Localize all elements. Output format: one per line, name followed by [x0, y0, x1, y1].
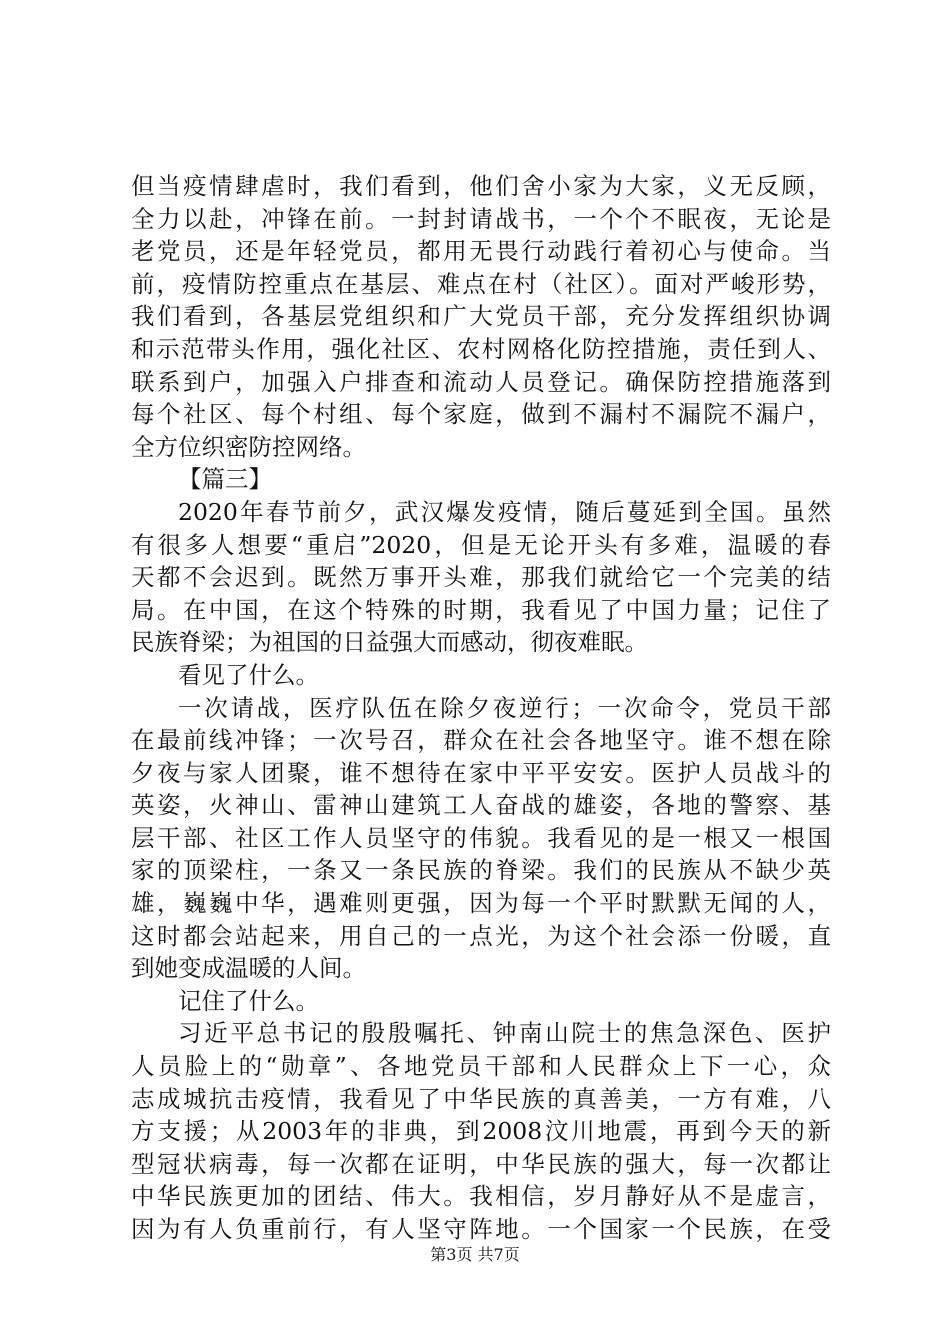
text-line: 英姿，火神山、雷神山建筑工人奋战的雄姿，各地的警察、基	[131, 791, 831, 820]
text-line: 层干部、社区工作人员坚守的伟貌。我看见的是一根又一根国	[131, 823, 831, 852]
text-line: 前，疫情防控重点在基层、难点在村（社区）。面对严峻形势，	[131, 269, 831, 298]
text-line: 我们看到，各基层党组织和广大党员干部，充分发挥组织协调	[131, 302, 831, 331]
text-line: 每个社区、每个村组、每个家庭，做到不漏村不漏院不漏户，	[131, 400, 831, 429]
text-line: 看见了什么。	[178, 660, 319, 689]
text-line: 中华民族更加的团结、伟大。我相信，岁月静好从不是虚言，	[131, 1182, 831, 1211]
text-line: 这时都会站起来，用自己的一点光，为这个社会添一份暖，直	[131, 921, 831, 950]
text-line: 和示范带头作用，强化社区、农村网格化防控措施，责任到人、	[131, 334, 831, 363]
text-line: 方支援；从2003年的非典，到2008汶川地震，再到今天的新	[131, 1117, 831, 1146]
text-line: 2020年春节前夕，武汉爆发疫情，随后蔓延到全国。虽然	[178, 497, 831, 526]
text-line: 【篇三】	[178, 465, 272, 494]
text-line: 人员脸上的“勋章”、各地党员干部和人民群众上下一心，众	[131, 1052, 831, 1081]
body-text	[131, 170, 831, 1246]
text-line: 全力以赴，冲锋在前。一封封请战书，一个个不眠夜，无论是	[131, 204, 831, 233]
text-line: 全方位织密防控网络。	[131, 432, 366, 461]
text-line: 雄，巍巍中华，遇难则更强，因为每一个平时默默无闻的人，	[131, 889, 831, 918]
text-line: 型冠状病毒，每一次都在证明，中华民族的强大，每一次都让	[131, 1149, 831, 1178]
text-line: 家的顶梁柱，一条又一条民族的脊梁。我们的民族从不缺少英	[131, 856, 831, 885]
text-line: 志成城抗击疫情，我看见了中华民族的真善美，一方有难，八	[131, 1084, 831, 1113]
page-footer: 第3页 共7页	[430, 1245, 520, 1264]
text-line: 天都不会迟到。既然万事开头难，那我们就给它一个完美的结	[131, 563, 831, 592]
text-line: 记住了什么。	[178, 986, 319, 1015]
text-line: 老党员，还是年轻党员，都用无畏行动践行着初心与使命。当	[131, 237, 831, 266]
text-line: 联系到户，加强入户排查和流动人员登记。确保防控措施落到	[131, 367, 831, 396]
text-line: 习近平总书记的殷殷嘱托、钟南山院士的焦急深色、医护	[178, 1019, 831, 1048]
text-line: 因为有人负重前行，有人坚守阵地。一个国家一个民族，在受	[131, 1215, 831, 1243]
text-line: 夕夜与家人团聚，谁不想待在家中平平安安。医护人员战斗的	[131, 758, 831, 787]
text-line: 有很多人想要“重启”2020，但是无论开头有多难，温暖的春	[131, 530, 831, 559]
text-line: 一次请战，医疗队伍在除夕夜逆行；一次命令，党员干部	[178, 693, 831, 722]
text-line: 到她变成温暖的人间。	[131, 954, 366, 983]
text-line: 民族脊梁；为祖国的日益强大而感动，彻夜难眠。	[131, 628, 648, 657]
text-line: 局。在中国，在这个特殊的时期，我看见了中国力量；记住了	[131, 595, 831, 624]
text-line: 但当疫情肆虐时，我们看到，他们舍小家为大家，义无反顾，	[131, 172, 831, 200]
text-line: 在最前线冲锋；一次号召，群众在社会各地坚守。谁不想在除	[131, 726, 831, 755]
